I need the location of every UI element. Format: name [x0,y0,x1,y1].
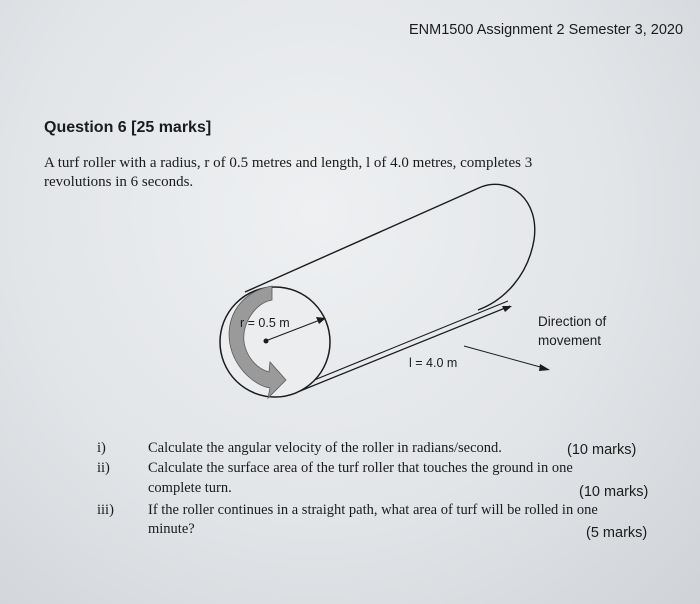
roller-far-end [478,184,535,310]
direction-arrowhead-icon [539,364,550,371]
question-title: Question 6 [25 marks] [44,119,212,136]
part-number: iii) [97,502,114,518]
part-text-line: If the roller continues in a straight path, what area of turf will be rolled in one [148,502,598,518]
radius-label: r = 0.5 m [240,316,290,330]
intro-line-2: revolutions in 6 seconds. [44,174,194,190]
part-marks: (10 marks) [567,442,637,458]
intro-line-1: A turf roller with a radius, r of 0.5 metres and length, l of 4.0 metres, completes 3 [44,155,533,171]
part-number: ii) [97,460,110,476]
roller-center-dot [264,339,269,344]
part-text-line: complete turn. [148,480,232,496]
part-text-line: minute? [148,521,195,537]
roller-bottom-edge-inner [302,301,508,385]
part-text-line: Calculate the angular velocity of the roller in radians/second. [148,440,502,456]
part-marks: (10 marks) [579,484,649,500]
direction-arrow [464,346,544,368]
part-marks: (5 marks) [586,525,648,541]
roller-top-edge [245,187,481,292]
part-number: i) [97,440,106,456]
part-text-line: Calculate the surface area of the turf roller that touches the ground in one [148,460,573,476]
length-label: l = 4.0 m [409,356,458,370]
length-arrowhead-icon [502,306,512,312]
page-header: ENM1500 Assignment 2 Semester 3, 2020 [409,22,684,38]
direction-label-line-1: Direction of [538,314,607,329]
roller-bottom-edge [300,306,510,391]
direction-label-line-2: movement [538,333,602,348]
